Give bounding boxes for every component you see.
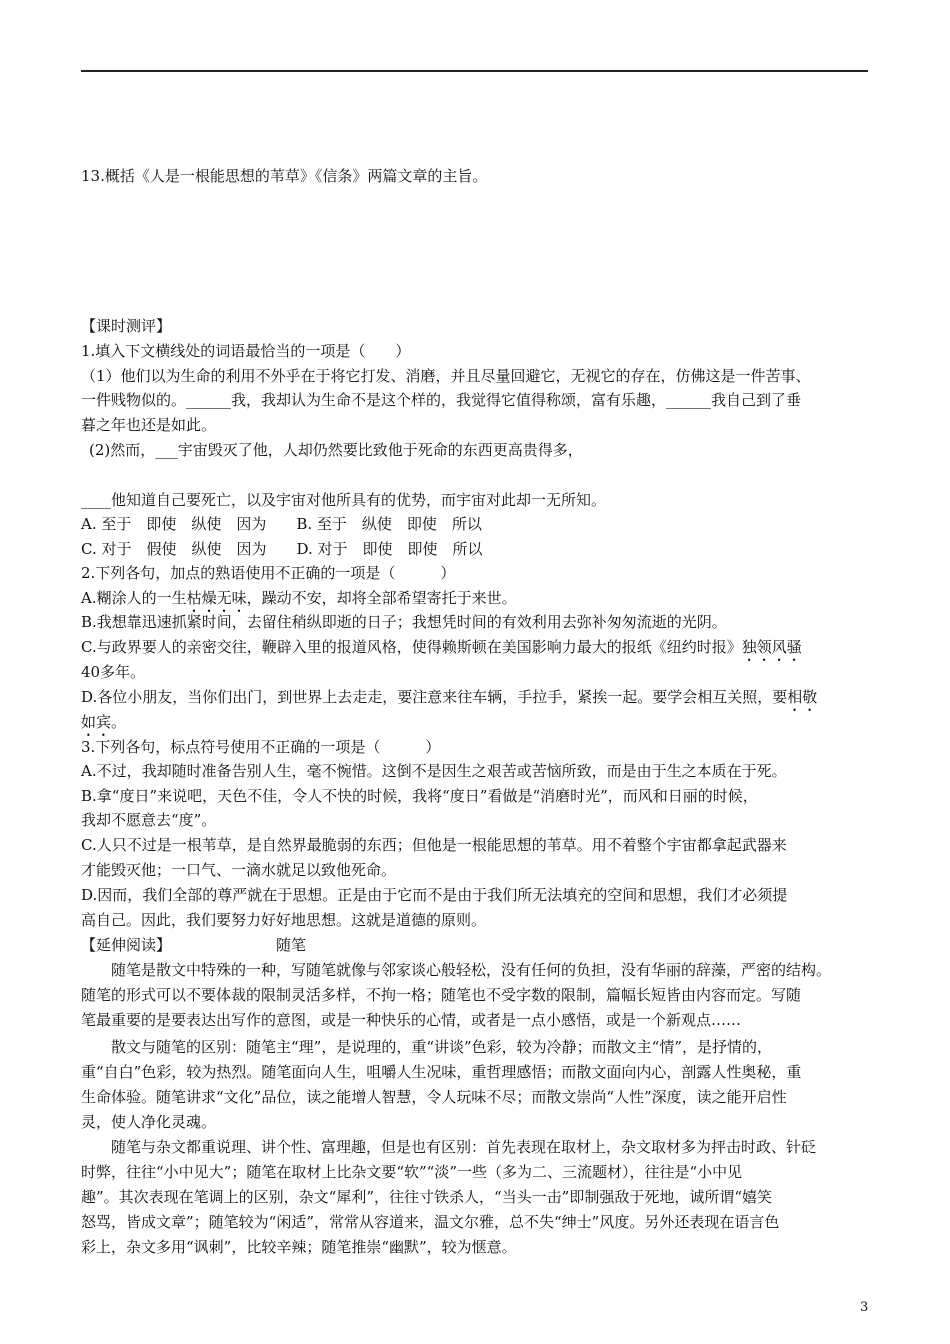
article-p3-line4: 怒骂，皆成文章”；随笔较为“闲适”，常常从容道来，温文尔雅，总不失“绅士”风度。另外还表现在语言色 xyxy=(81,1213,780,1231)
q3-option-b-cont: 我却不愿意去“度”。 xyxy=(81,811,217,829)
q1-stem: 1.填入下文横线处的词语最恰当的一项是（ ） xyxy=(81,342,411,360)
header-rule xyxy=(81,70,868,72)
article-p2-line2: 重“自白”色彩，较为热烈。随笔面向人生，咀嚼人生况味，重哲理感悟；而散文面向内心，剖露人性奥秘，重 xyxy=(81,1063,802,1081)
article-title: 随笔 xyxy=(276,936,307,954)
question-13: 13.概括《人是一根能思想的苇草》《信条》两篇文章的主旨。 xyxy=(81,167,488,185)
article-p2-line3: 生命体验。随笔讲求“文化”品位，读之能增人智慧，令人玩味不尽；而散文崇尚“人性”深度，读之能开启性 xyxy=(81,1088,787,1106)
q3-stem: 3.下列各句，标点符号使用不正确的一项是（ ） xyxy=(81,738,441,756)
article-p2-line4: 灵，使人净化灵魂。 xyxy=(81,1113,217,1131)
q2-option-d xyxy=(81,687,817,715)
q2-d-dotted-idiom-2: 如宾 xyxy=(81,713,112,731)
article-p2-line1: 散文与随笔的区别：随笔主“理”，是说理的，重“讲谈”色彩，较为冷静；而散文主“情”，是抒情的， xyxy=(111,1038,773,1056)
q3-option-a: A.不过，我却随时准备告别人生，毫不惋惜。这倒不是因生之艰苦或苦恼所致，而是由于生之本质在于死。 xyxy=(81,762,787,780)
article-p1-line2: 随笔的形式可以不要体裁的限制灵活多样，不拘一格；随笔也不受字数的限制，篇幅长短皆由内容而定。写随 xyxy=(81,986,802,1004)
q2-c-text: C.与政界要人的亲密交往，鞭辟入里的报道风格，使得赖斯顿在美国影响力最大的报纸《纽约时报》 xyxy=(81,638,742,656)
article-p3-line2: 时弊，往往“小中见大”；随笔在取材上比杂文要“软”“淡”一些（多为二、三流题材），往往是“小中见 xyxy=(81,1163,743,1181)
q2-option-d-cont xyxy=(81,712,126,740)
q3-option-c-cont: 才能毁灭他；一口气、一滴水就足以致他死命。 xyxy=(81,861,397,879)
q3-option-c: C.人只不过是一根苇草，是自然界最脆弱的东西；但他是一根能思想的苇草。用不着整个宇宙都拿起武器来 xyxy=(81,836,787,854)
q1-p2-line2: ____他知道自己要死亡，以及宇宙对他所具有的优势，而宇宙对此却一无所知。 xyxy=(81,491,607,509)
q1-p2-line1: (2)然而，___宇宙毁灭了他，人却仍然要比致他于死命的东西更高贵得多， xyxy=(89,441,583,459)
section-heading-reading: 【延伸阅读】 xyxy=(81,936,172,954)
q2-a-dotted-idiom: 枯燥无味 xyxy=(186,589,247,607)
q1-p1-line3: 暮之年也还是如此。 xyxy=(81,416,217,434)
article-p3-line5: 彩上，杂文多用“讽刺”，比较辛辣；随笔推崇“幽默”，较为惬意。 xyxy=(81,1238,517,1256)
q1-p1-line1: （1）他们以为生命的利用不外乎在于将它打发、消磨，并且尽量回避它，无视它的存在，仿佛这是一件苦事、 xyxy=(81,367,811,385)
q2-stem: 2.下列各句，加点的熟语使用不正确的一项是（ ） xyxy=(81,564,456,582)
q1-options-ab: A. 至于 即使 纵使 因为 B. 至于 纵使 即使 所以 xyxy=(81,515,482,533)
q3-option-b: B.拿“度日”来说吧，天色不佳，令人不快的时候，我将“度日”看做是“消磨时光”，而风和日丽的时候， xyxy=(81,787,758,805)
q2-d-dotted-idiom-1: 相敬 xyxy=(787,688,818,706)
page-number: 3 xyxy=(860,1300,869,1315)
q3-option-d: D.因而，我们全部的尊严就在于思想。正是由于它而不是由于我们所无法填充的空间和思想，我们才必须提 xyxy=(81,886,788,904)
q2-a-text: A.糊涂人的一生 xyxy=(81,589,187,607)
q2-option-c-cont: 40多年。 xyxy=(81,663,146,681)
q2-d-text: D.各位小朋友，当你们出门，到世界上去走走，要注意来往车辆，手拉手，紧挨一起。要学会相互关照，要 xyxy=(81,688,788,706)
article-p1-line3: 笔最重要的是要表达出写作的意图，或是一种快乐的心情，或者是一点小感悟，或是一个新观点…… xyxy=(81,1011,742,1029)
q1-p1-line2: 一件贱物似的。______我，我却认为生命不是这个样的，我觉得它值得称颂，富有乐趣，______我自己到了垂 xyxy=(81,391,802,409)
q1-options-cd: C. 对于 假使 纵使 因为 D. 对于 即使 即使 所以 xyxy=(81,540,483,558)
q2-a-text-end: ，躁动不安，却将全部希望寄托于来世。 xyxy=(246,589,517,607)
q3-option-d-cont: 高自己。因此，我们要努力好好地思想。这就是道德的原则。 xyxy=(81,911,487,929)
section-heading-test: 【课时测评】 xyxy=(81,317,172,335)
q2-option-b: B.我想靠迅速抓紧时间，去留住稍纵即逝的日子；我想凭时间的有效利用去弥补匆匆流逝的光阴。 xyxy=(81,613,727,631)
article-p3-line3: 趣”。其次表现在笔调上的区别，杂文“犀利”，往往寸铁杀人，“当头一击”即制强敌于死地，诚所谓“嬉笑 xyxy=(81,1188,773,1206)
article-p1-line1: 随笔是散文中特殊的一种，写随笔就像与邻家谈心般轻松，没有任何的负担，没有华丽的辞藻，严密的结构。 xyxy=(111,961,832,979)
q2-c-dotted-idiom: 独领风骚 xyxy=(741,638,802,656)
q2-d-text-end: 。 xyxy=(111,713,127,731)
article-p3-line1: 随笔与杂文都重说理、讲个性、富理趣，但是也有区别：首先表现在取材上，杂文取材多为抨击时政、针砭 xyxy=(111,1138,817,1156)
q2-option-c xyxy=(81,637,802,665)
